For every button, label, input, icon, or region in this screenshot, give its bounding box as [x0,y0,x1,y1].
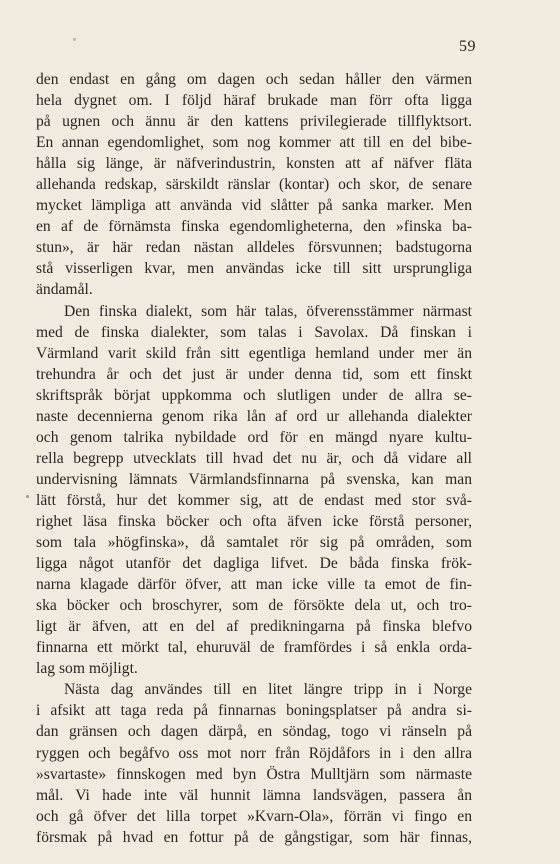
text-line: trehundra år och det just är under denna tid, som ett finskt [36,365,472,383]
text-line: naste decennierna genom rika lån af ord ur allehanda dialekter [36,407,472,425]
text-line: righet läsa finska böcker och ofta äfven icke förstå personer, [36,512,472,530]
text-line: lätt förstå, hur det kommer sig, att de endast med stor svå- [36,491,472,509]
text-line: undervisning lämnats Värmlandsfinnarna på svenska, kan man [36,470,472,488]
text-line: en af de förnämsta finska egendomligheterna, den »finska ba- [36,218,472,236]
text-line: som tala »högfinska», då samtalet rör sig på områden, som [36,534,472,552]
text-line: ryggen och begåfvo oss mot norr från Röjdåfors in i den allra [36,744,472,762]
text-line: En annan egendomlighet, som nog kommer att till en del bibe- [36,134,472,152]
page-number: 59 [459,38,476,55]
text-line: skriftspråk börjat uppkomma och slutligen under de allra se- [36,386,472,404]
text-line: hålla sig länge, är näfverindustrin, konsten att af näfver fläta [36,155,472,173]
paragraph-first-line: Den finska dialekt, som här talas, öfverensstämmer närmast [64,302,472,320]
text-line: rella begrepp utvecklats till hvad det nu är, och då vidare all [36,449,472,467]
text-line: ska böcker och broschyrer, som de försökte dela ut, och tro- [36,597,472,615]
text-line: och genom talrika nybildade ord för en mängd nyare kultu- [36,428,472,446]
text-line: allehanda redskap, särskildt ränslar (kontar) och skor, de senare [36,176,472,194]
text-line: på ugnen och ännu är den kattens privilegierade tillflyktsort. [36,113,472,131]
text-line: finnarna ett mörkt tal, ehuruväl de framfördes i så enkla orda- [36,639,472,657]
text-line: försmak på hvad en fottur på de gångstigar, som här finnas, [36,828,472,846]
text-line: mycket lämpliga att använda vid slåtter på sanka marker. Men [36,197,472,215]
text-line: hela dygnet om. I följd häraf brukade man förr ofta ligga [36,92,472,110]
text-line: ligt är äfven, att en del af predikningarna på finska blefvo [36,618,472,636]
text-line: ändamål. [36,281,93,299]
text-line: och gå öfver det lilla torpet »Kvarn-Ola», förrän vi fingo en [36,807,472,825]
paper-speck [26,495,29,498]
text-line: »svartaste» finnskogen med byn Östra Mulltjärn som närmaste [36,765,472,783]
text-line: stå visserligen kvar, men användas icke till sitt ursprungliga [36,260,472,278]
paper-speck [73,38,76,41]
text-line: i afsikt att taga reda på finnarnas boningsplatser på andra si- [36,702,472,720]
text-line: narna klagade därför öfver, att man icke ville ta emot de fin- [36,576,472,594]
paragraph-first-line: Nästa dag användes till en litet längre tripp in i Norge [64,681,472,699]
text-line: lag som möjligt. [36,660,138,678]
text-line: med de finska dialekter, som talas i Savolax. Då finskan i [36,323,472,341]
text-line: ligga något utanför det dagliga lifvet. De båda finska frök- [36,555,472,573]
body-text [36,69,472,848]
text-line: dan gränsen och dagen därpå, en söndag, togo vi ränseln på [36,723,472,741]
text-line: stun», är här redan nästan alldeles försvunnen; badstugorna [36,239,472,257]
text-line: Värmland varit skild från sitt egentliga hemland under mer än [36,344,472,362]
text-line: mål. Vi hade inte väl hunnit lämna landsvägen, passera ån [36,786,472,804]
text-line: den endast en gång om dagen och sedan håller den värmen [36,71,472,88]
